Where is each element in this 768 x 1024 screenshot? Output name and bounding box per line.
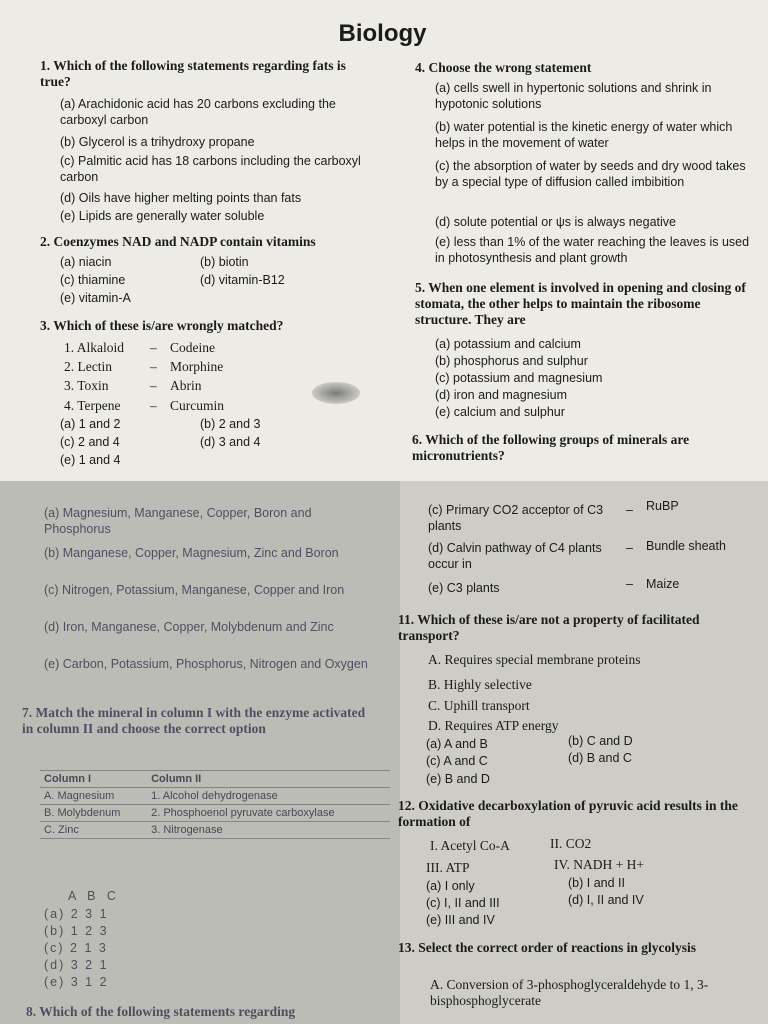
q6-option-c: (c) Nitrogen, Potassium, Manganese, Copper and Iron <box>44 583 345 597</box>
q12-option-c: (c) I, II and III <box>426 896 500 910</box>
q11-statement-a: A. Requires special membrane proteins <box>428 652 641 667</box>
q5-option-e: (e) calcium and sulphur <box>435 405 565 419</box>
q3-pair-1-dash: – <box>150 340 157 355</box>
q10-option-d-match: Bundle sheath <box>646 539 726 553</box>
question-12: 12. Oxidative decarboxylation of pyruvic acid results in the formation of <box>398 798 738 829</box>
table-cell: B. Molybdenum <box>40 805 147 822</box>
q3-pair-2-term: 2. Lectin <box>64 359 112 374</box>
q3-option-e: (e) 1 and 4 <box>60 453 121 467</box>
q4-option-b: (b) water potential is the kinetic energy of water which helps in the movement of water <box>435 120 733 150</box>
q12-option-b: (b) I and II <box>568 876 625 890</box>
q1-option-e: (e) Lipids are generally water soluble <box>60 209 265 223</box>
question-2: 2. Coenzymes NAD and NADP contain vitamins <box>40 234 316 249</box>
table-cell: 3. Nitrogenase <box>147 822 390 839</box>
q3-pair-3-value: Abrin <box>170 378 202 393</box>
q5-option-b: (b) phosphorus and sulphur <box>435 354 588 368</box>
table-cell: A. Magnesium <box>40 788 147 805</box>
q12-item-2: II. CO2 <box>550 836 592 851</box>
q7-option-b: (b) 1 2 3 <box>44 924 109 938</box>
q4-option-a: (a) cells swell in hypertonic solutions and shrink in hypotonic solutions <box>435 81 712 111</box>
q7-option-e: (e) 3 1 2 <box>44 975 109 989</box>
q7-options-header: A B C <box>68 889 120 903</box>
q3-option-b: (b) 2 and 3 <box>200 417 261 431</box>
question-11: 11. Which of these is/are not a property of facilitated transport? <box>398 612 700 643</box>
q10-option-e-match: Maize <box>646 577 680 591</box>
q3-pair-4-term: 4. Terpene <box>64 398 121 413</box>
page-title: Biology <box>338 20 427 47</box>
column-1-header: Column I <box>40 771 147 788</box>
question-5: 5. When one element is involved in opening and closing of stomata, the other helps to maintain the ribosome structure. They are <box>415 280 746 327</box>
q6-option-d: (d) Iron, Manganese, Copper, Molybdenum and Zinc <box>44 620 334 634</box>
q7-option-a: (a) 2 3 1 <box>44 907 109 921</box>
q12-option-e: (e) III and IV <box>426 913 495 927</box>
table-cell: 1. Alcohol dehydrogenase <box>147 788 390 805</box>
q3-pair-2-value: Morphine <box>170 359 224 374</box>
q5-option-a: (a) potassium and calcium <box>435 337 581 351</box>
question-6: 6. Which of the following groups of minerals are micronutrients? <box>412 432 690 463</box>
q11-option-b: (b) C and D <box>568 734 633 748</box>
q11-option-e: (e) B and D <box>426 772 490 786</box>
table-header-row <box>40 771 390 788</box>
q2-option-e: (e) vitamin-A <box>60 291 131 305</box>
q11-statement-c: C. Uphill transport <box>428 698 530 713</box>
q1-option-a: (a) Arachidonic acid has 20 carbons excluding the carboxyl carbon <box>60 97 336 127</box>
q11-statement-b: B. Highly selective <box>428 677 532 692</box>
table-cell: 2. Phosphoenol pyruvate carboxylase <box>147 805 390 822</box>
q4-option-d: (d) solute potential or ψs is always negative <box>435 215 676 229</box>
q3-option-c: (c) 2 and 4 <box>60 435 120 449</box>
q10-option-c-match: RuBP <box>646 499 679 513</box>
question-3: 3. Which of these is/are wrongly matched? <box>40 318 284 333</box>
q3-pair-1-term: 1. Alkaloid <box>64 340 124 355</box>
q3-pair-1-value: Codeine <box>170 340 215 355</box>
q12-item-4: IV. NADH + H+ <box>554 857 644 872</box>
q4-option-c: (c) the absorption of water by seeds and dry wood takes by a special type of diffusion called imbibition <box>435 159 746 189</box>
q4-option-e: (e) less than 1% of the water reaching the leaves is used in photosynthesis and plant growth <box>435 235 750 265</box>
q7-match-table <box>40 770 390 839</box>
q3-pair-3-dash: – <box>150 378 157 393</box>
column-2-header: Column II <box>147 771 390 788</box>
q3-pair-4-value: Curcumin <box>170 398 224 413</box>
q11-option-a: (a) A and B <box>426 737 488 751</box>
q3-pair-4-dash: – <box>150 398 157 413</box>
q10-option-e-dash: – <box>626 577 633 591</box>
question-8: 8. Which of the following statements regarding <box>26 1004 296 1019</box>
q5-option-c: (c) potassium and magnesium <box>435 371 603 385</box>
table-row <box>40 788 390 805</box>
question-7: 7. Match the mineral in column I with the enzyme activated in column II and choose the correct option <box>22 705 366 736</box>
q2-option-b: (b) biotin <box>200 255 249 269</box>
q2-option-d: (d) vitamin-B12 <box>200 273 285 287</box>
q10-option-c: (c) Primary CO2 acceptor of C3 plants <box>428 503 604 533</box>
question-4: 4. Choose the wrong statement <box>415 60 592 75</box>
q3-option-a: (a) 1 and 2 <box>60 417 121 431</box>
q6-option-b: (b) Manganese, Copper, Magnesium, Zinc and Boron <box>44 546 339 560</box>
q1-option-c: (c) Palmitic acid has 18 carbons including the carboxyl carbon <box>60 154 361 184</box>
q11-option-d: (d) B and C <box>568 751 632 765</box>
q6-option-e: (e) Carbon, Potassium, Phosphorus, Nitrogen and Oxygen <box>44 657 368 671</box>
ink-smudge <box>312 382 360 404</box>
question-1: 1. Which of the following statements regarding fats is true? <box>40 58 346 89</box>
q13-statement-a: A. Conversion of 3-phosphoglyceraldehyde to 1, 3-bisphosphoglycerate <box>430 977 709 1008</box>
q12-option-d: (d) I, II and IV <box>568 893 644 907</box>
q7-option-d: (d) 3 2 1 <box>44 958 109 972</box>
question-13: 13. Select the correct order of reactions in glycolysis <box>398 940 697 955</box>
q10-option-d-dash: – <box>626 541 633 555</box>
q3-option-d: (d) 3 and 4 <box>200 435 261 449</box>
q3-pair-3-term: 3. Toxin <box>64 378 109 393</box>
q10-option-e: (e) C3 plants <box>428 581 500 595</box>
q12-item-3: III. ATP <box>426 860 470 875</box>
q7-option-c: (c) 2 1 3 <box>44 941 108 955</box>
q10-option-d: (d) Calvin pathway of C4 plants occur in <box>428 541 602 571</box>
table-cell: C. Zinc <box>40 822 147 839</box>
table-row <box>40 822 390 839</box>
q10-option-c-dash: – <box>626 503 633 517</box>
q2-option-c: (c) thiamine <box>60 273 126 287</box>
q1-option-b: (b) Glycerol is a trihydroxy propane <box>60 135 255 149</box>
q1-option-d: (d) Oils have higher melting points than fats <box>60 191 302 205</box>
q11-option-c: (c) A and C <box>426 754 488 768</box>
q11-statement-d: D. Requires ATP energy <box>428 718 559 733</box>
q3-pair-2-dash: – <box>150 359 157 374</box>
q6-option-a: (a) Magnesium, Manganese, Copper, Boron and Phosphorus <box>44 506 312 536</box>
q5-option-d: (d) iron and magnesium <box>435 388 568 402</box>
q12-option-a: (a) I only <box>426 879 475 893</box>
q12-item-1: I. Acetyl Co-A <box>430 838 510 853</box>
table-row <box>40 805 390 822</box>
q2-option-a: (a) niacin <box>60 255 112 269</box>
